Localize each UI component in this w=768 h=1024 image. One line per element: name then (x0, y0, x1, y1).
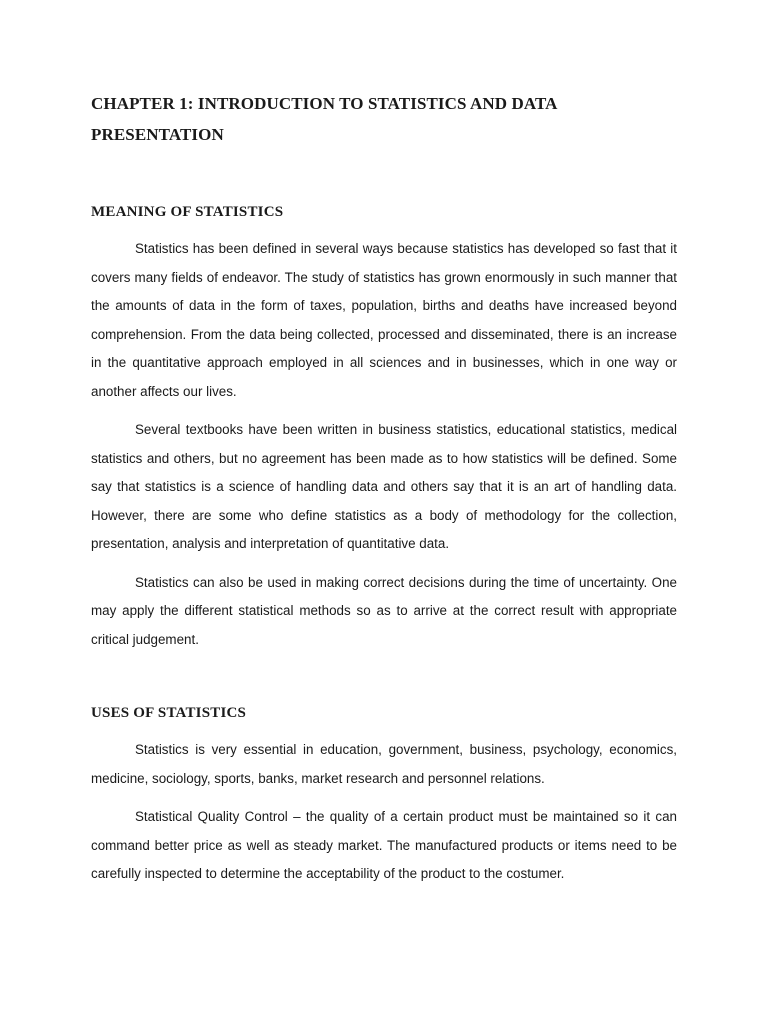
section-heading-uses: USES OF STATISTICS (91, 705, 247, 721)
paragraph: Statistics has been defined in several ways because statistics has developed so fast that it covers many fields of endeavor. The study of statistics has grown enormously in such manner that the amounts of data in the form of taxes, population, births and deaths have increased beyond comprehension. From the data being collected, processed and disseminated, there is an increase in the quantitative approach employed in all sciences and in businesses, which in one way or another affects our lives. (91, 241, 677, 399)
section-meaning-of-statistics (91, 235, 677, 664)
section-uses-of-statistics (91, 736, 677, 899)
paragraph: Statistical Quality Control – the quality of a certain product must be maintained so it can command better price as well as steady market. The manufactured products or items need to be carefully inspected to determine the acceptability of the product to the costumer. (91, 809, 677, 881)
paragraph: Several textbooks have been written in business statistics, educational statistics, medical statistics and others, but no agreement has been made as to how statistics will be defined. Some say that statistics is a science of handling data and others say that it is an art of handling data. However, there are some who define statistics as a body of methodology for the collection, presentation, analysis and interpretation of quantitative data. (91, 422, 677, 551)
chapter-title: CHAPTER 1: INTRODUCTION TO STATISTICS AND DATA PRESENTATION (91, 94, 557, 144)
paragraph: Statistics can also be used in making correct decisions during the time of uncertainty. One may apply the different statistical methods so as to arrive at the correct result with appropriate critical judgement. (91, 574, 677, 647)
paragraph: Statistics is very essential in education, government, business, psychology, economics, medicine, sociology, sports, banks, market research and personnel relations. (91, 742, 677, 786)
section-heading-meaning: MEANING OF STATISTICS (91, 204, 284, 220)
